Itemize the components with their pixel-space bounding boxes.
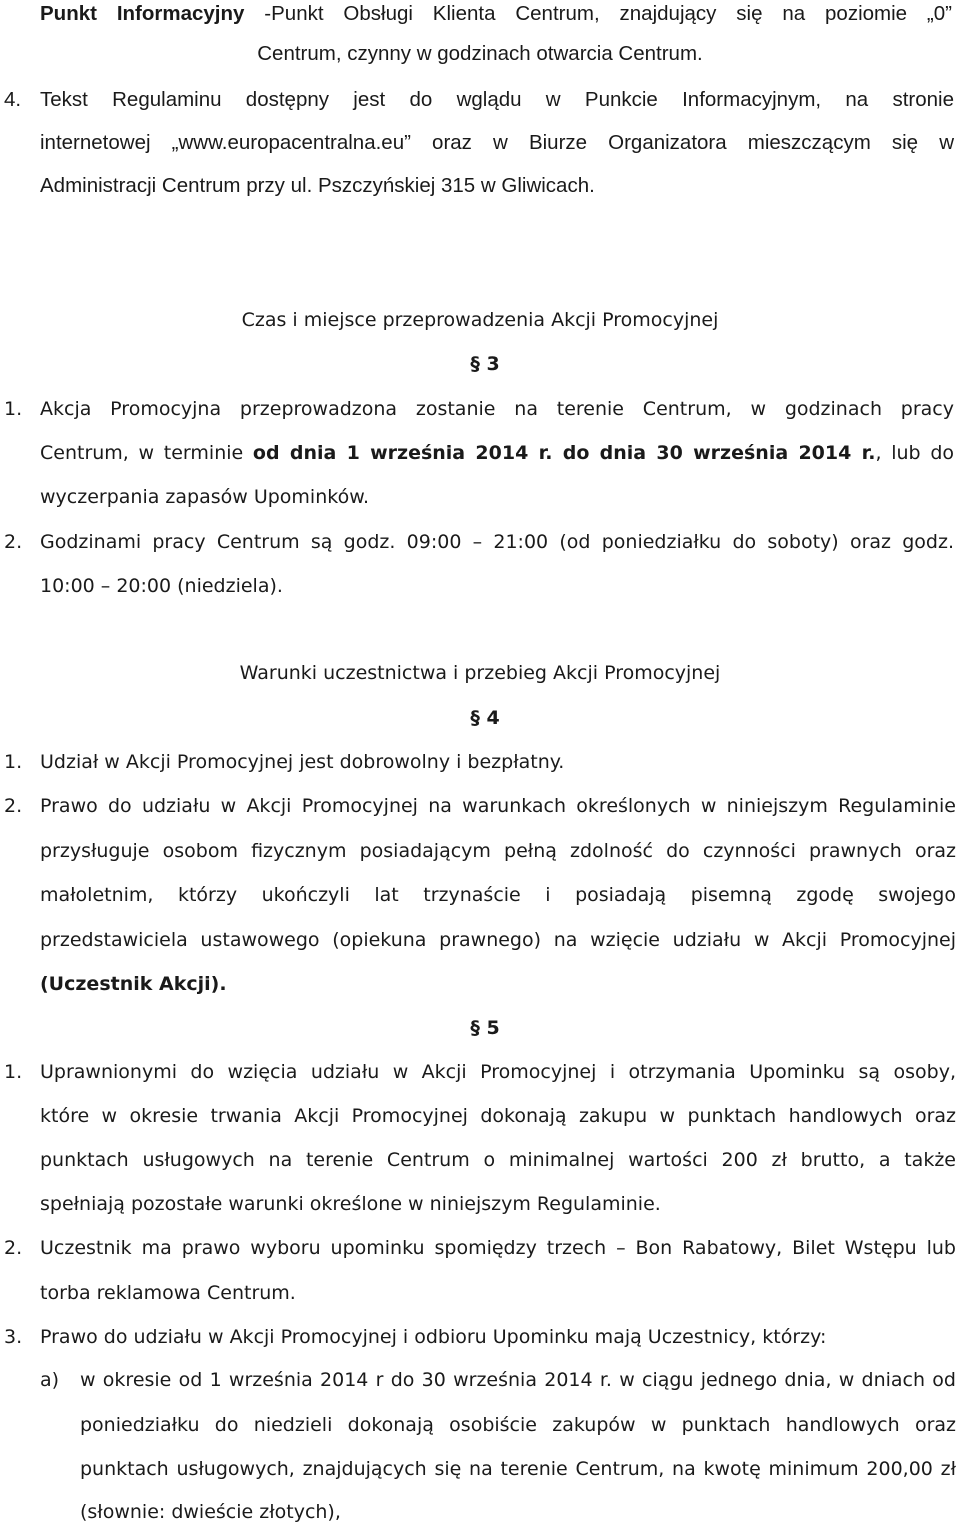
text-line: Prawo do udziału w Akcji Promocyjnej i odbioru Upominku mają Uczestnicy, którzy: — [40, 1326, 827, 1348]
text-span: Centrum, w terminie — [40, 442, 253, 464]
item-number: 2. — [4, 531, 23, 553]
text-line: Uprawnionymi do wzięcia udziału w Akcji Promocyjnej i otrzymania Upominku są osoby, — [40, 1061, 956, 1083]
text-span: -Punkt Obsługi Klienta Centrum, znajdujący się na poziomie „0” — [244, 2, 952, 25]
text-line: internetowej „www.europacentralna.eu” oraz w Biurze Organizatora mieszczącym się w — [40, 131, 954, 154]
item-number: 2. — [4, 795, 23, 817]
text-line: w okresie od 1 września 2014 r do 30 września 2014 r. w ciągu jednego dnia, w dniach od — [80, 1369, 956, 1391]
text-line: Uczestnik ma prawo wyboru upominku spomiędzy trzech – Bon Rabatowy, Bilet Wstępu lub — [40, 1237, 956, 1259]
item-number: 4. — [4, 88, 22, 111]
text-line: Centrum, czynny w godzinach otwarcia Centrum. — [257, 42, 703, 65]
section-symbol: § 5 — [470, 1017, 500, 1039]
text-line — [0, 0, 960, 28]
item-number: 1. — [4, 398, 23, 420]
text-line: (słownie: dwieście złotych), — [80, 1501, 341, 1523]
text-line: punktach usługowych na terenie Centrum o minimalnej wartości 200 zł brutto, a także — [40, 1149, 956, 1171]
text-line: Godzinami pracy Centrum są godz. 09:00 – 21:00 (od poniedziałku do soboty) oraz godz. — [40, 531, 954, 553]
text-line: Akcja Promocyjna przeprowadzona zostanie na terenie Centrum, w godzinach pracy — [40, 398, 954, 420]
text-line: Administracji Centrum przy ul. Pszczyńskiej 315 w Gliwicach. — [40, 174, 595, 197]
section-heading: Warunki uczestnictwa i przebieg Akcji Promocyjnej — [239, 662, 721, 684]
item-number: 3. — [4, 1326, 23, 1348]
item-number: 2. — [4, 1237, 23, 1259]
text-line: 10:00 – 20:00 (niedziela). — [40, 575, 283, 597]
text-span: , lub do — [875, 442, 954, 464]
text-line: punktach usługowych, znajdujących się na terenie Centrum, na kwotę minimum 200,00 zł — [80, 1458, 956, 1480]
date-range: od dnia 1 września 2014 r. do dnia 30 września 2014 r. — [252, 442, 876, 464]
text-line: Udział w Akcji Promocyjnej jest dobrowolny i bezpłatny. — [40, 751, 565, 773]
text-line: (Uczestnik Akcji). — [40, 973, 227, 995]
text-line — [0, 439, 960, 467]
text-line: małoletnim, którzy ukończyli lat trzynaście i posiadają pisemną zgodę swojego — [40, 884, 956, 906]
text-line: Prawo do udziału w Akcji Promocyjnej na warunkach określonych w niniejszym Regulaminie — [40, 795, 956, 817]
text-line: przysługuje osobom fizycznym posiadającym pełną zdolność do czynności prawnych oraz — [40, 840, 956, 862]
bold-term: Punkt Informacyjny — [40, 2, 245, 25]
item-letter: a) — [40, 1369, 60, 1391]
section-symbol: § 4 — [470, 707, 500, 729]
text-line: Tekst Regulaminu dostępny jest do wglądu w Punkcie Informacyjnym, na stronie — [40, 88, 954, 111]
text-line: wyczerpania zapasów Upominków. — [40, 486, 370, 508]
text-line: torba reklamowa Centrum. — [40, 1282, 296, 1304]
item-number: 1. — [4, 1061, 23, 1083]
text-line: które w okresie trwania Akcji Promocyjnej dokonają zakupu w punktach handlowych oraz — [40, 1105, 956, 1127]
section-heading: Czas i miejsce przeprowadzenia Akcji Promocyjnej — [241, 309, 719, 331]
text-line: spełniają pozostałe warunki określone w niniejszym Regulaminie. — [40, 1193, 661, 1215]
text-line: przedstawiciela ustawowego (opiekuna prawnego) na wzięcie udziału w Akcji Promocyjnej — [40, 929, 956, 951]
item-number: 1. — [4, 751, 23, 773]
section-symbol: § 3 — [470, 353, 500, 375]
text-line: poniedziałku do niedzieli dokonają osobiście zakupów w punktach handlowych oraz — [80, 1414, 956, 1436]
